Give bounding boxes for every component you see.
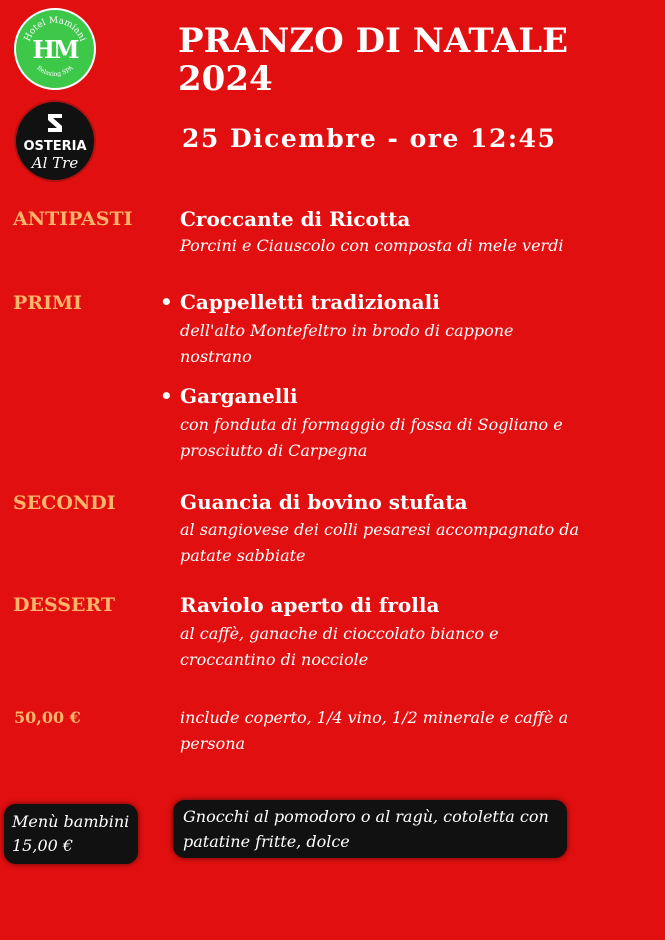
desc-primi-1: dell'alto Montefeltro in brodo di cappone nostrano bbox=[180, 321, 514, 366]
title-line-1: PRANZO DI NATALE bbox=[178, 21, 569, 61]
kids-menu-title: Menù bambini bbox=[12, 812, 130, 831]
event-date: 25 Dicembre - ore 12:45 bbox=[182, 124, 557, 153]
osteria-name: OSTERIA bbox=[23, 139, 87, 154]
title-line-2: 2024 bbox=[178, 59, 273, 99]
desc-primi-2: con fonduta di formaggio di fossa di Sogliano e prosciutto di Carpegna bbox=[180, 415, 563, 460]
bullet-icon: • bbox=[160, 384, 173, 408]
price-includes: include coperto, 1/4 vino, 1/2 minerale e caffè a persona bbox=[180, 708, 569, 753]
desc-dessert: al caffè, ganache di cioccolato bianco e croccantino di nocciole bbox=[180, 624, 499, 669]
osteria-emblem-icon bbox=[45, 112, 65, 134]
category-primi: PRIMI bbox=[13, 292, 82, 314]
hotel-name-text: Hotel Mamiani bbox=[22, 15, 88, 44]
dish-primi-2: Garganelli bbox=[180, 384, 298, 408]
menu-price: 50,00 € bbox=[14, 708, 81, 727]
desc-secondi: al sangiovese dei colli pesaresi accompagnato da patate sabbiate bbox=[180, 520, 580, 565]
osteria-subtitle: Al Tre bbox=[31, 154, 79, 172]
dish-antipasti: Croccante di Ricotta bbox=[180, 207, 411, 231]
category-antipasti: ANTIPASTI bbox=[13, 208, 133, 230]
hotel-mamiani-logo bbox=[14, 8, 96, 90]
hotel-monogram: HM bbox=[32, 35, 78, 64]
kids-menu-badge bbox=[4, 804, 138, 864]
desc-antipasti: Porcini e Ciauscolo con composta di mele verdi bbox=[180, 236, 564, 255]
osteria-al-tre-logo bbox=[14, 100, 96, 182]
category-dessert: DESSERT bbox=[13, 594, 116, 616]
page-title bbox=[178, 22, 568, 98]
bullet-icon: • bbox=[160, 290, 173, 314]
kids-menu-description: Gnocchi al pomodoro o al ragù, cotoletta con patatine fritte, dolce bbox=[173, 800, 567, 858]
category-secondi: SECONDI bbox=[13, 492, 116, 514]
hotel-spa-text: Relaxing SPA bbox=[35, 64, 75, 78]
dish-dessert: Raviolo aperto di frolla bbox=[180, 593, 440, 617]
dish-secondi: Guancia di bovino stufata bbox=[180, 490, 468, 514]
kids-menu-price: 15,00 € bbox=[12, 836, 74, 855]
svg-text:Relaxing SPA bbox=[35, 64, 75, 78]
dish-primi-1: Cappelletti tradizionali bbox=[180, 290, 440, 314]
